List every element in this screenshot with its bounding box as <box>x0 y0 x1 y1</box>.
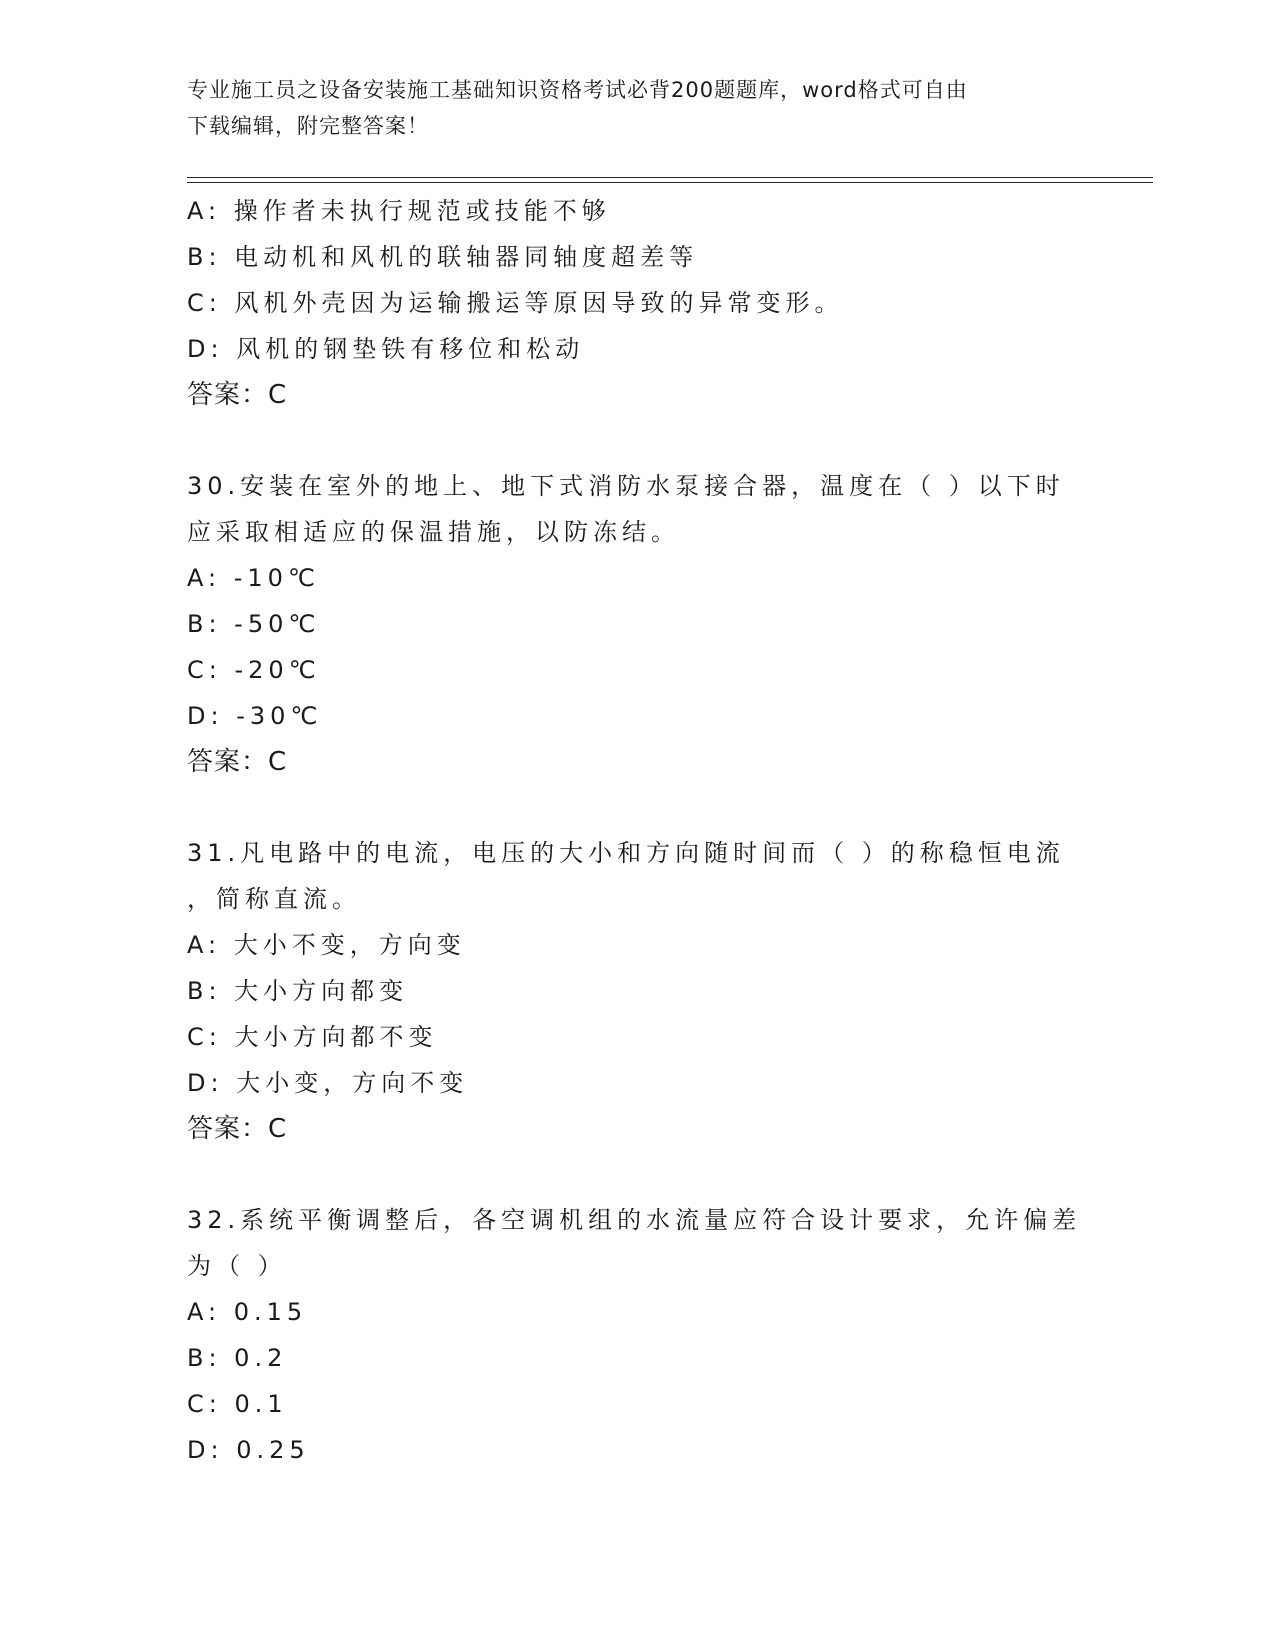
question-text-line-1: 32.系统平衡调整后，各空调机组的水流量应符合设计要求，允许偏差 <box>187 1206 1082 1234</box>
question-text-line-1: 30.安装在室外的地上、地下式消防水泵接合器，温度在（ ）以下时 <box>187 472 1065 500</box>
answer: 答案：C <box>187 747 288 777</box>
option-c: C: 风机外壳因为运输搬运等原因导致的异常变形。 <box>187 289 844 317</box>
option-b: B: -50℃ <box>187 610 321 638</box>
option-c: C: -20℃ <box>187 656 321 684</box>
header-divider-bottom <box>187 182 1153 183</box>
question-text-line-2: ，简称直流。 <box>187 885 361 913</box>
header-line-1: 专业施工员之设备安装施工基础知识资格考试必背200题题库，word格式可自由 <box>187 78 968 102</box>
option-b: B: 0.2 <box>187 1344 288 1372</box>
question-block-32 <box>187 1197 1087 1473</box>
answer: 答案：C <box>187 380 288 410</box>
spacer <box>187 1152 1087 1197</box>
spacer <box>187 418 1087 463</box>
header-line-2: 下载编辑，附完整答案！ <box>187 114 429 138</box>
option-a: A: 0.15 <box>187 1298 308 1326</box>
option-a: A: -10℃ <box>187 564 320 592</box>
document-header <box>187 72 1067 144</box>
question-list <box>187 188 1087 1473</box>
option-b: B: 大小方向都变 <box>187 977 409 1005</box>
question-text-line-1: 31.凡电路中的电流，电压的大小和方向随时间而（ ）的称稳恒电流 <box>187 839 1065 867</box>
option-d: D: 大小变，方向不变 <box>187 1069 469 1097</box>
option-a: A: 操作者未执行规范或技能不够 <box>187 197 611 225</box>
question-text-line-2: 应采取相适应的保温措施，以防冻结。 <box>187 518 680 546</box>
question-block-31 <box>187 830 1087 1152</box>
option-d: D: 0.25 <box>187 1436 310 1464</box>
option-d: D: -30℃ <box>187 702 323 730</box>
option-c: C: 0.1 <box>187 1390 288 1418</box>
option-b: B: 电动机和风机的联轴器同轴度超差等 <box>187 243 699 271</box>
question-block-30 <box>187 463 1087 785</box>
question-text-line-2: 为（ ） <box>187 1252 287 1280</box>
header-divider-top <box>187 177 1153 178</box>
option-c: C: 大小方向都不变 <box>187 1023 438 1051</box>
answer: 答案：C <box>187 1114 288 1144</box>
option-d: D: 风机的钢垫铁有移位和松动 <box>187 335 585 363</box>
option-a: A: 大小不变，方向变 <box>187 931 466 959</box>
question-block-prev <box>187 188 1087 418</box>
spacer <box>187 785 1087 830</box>
